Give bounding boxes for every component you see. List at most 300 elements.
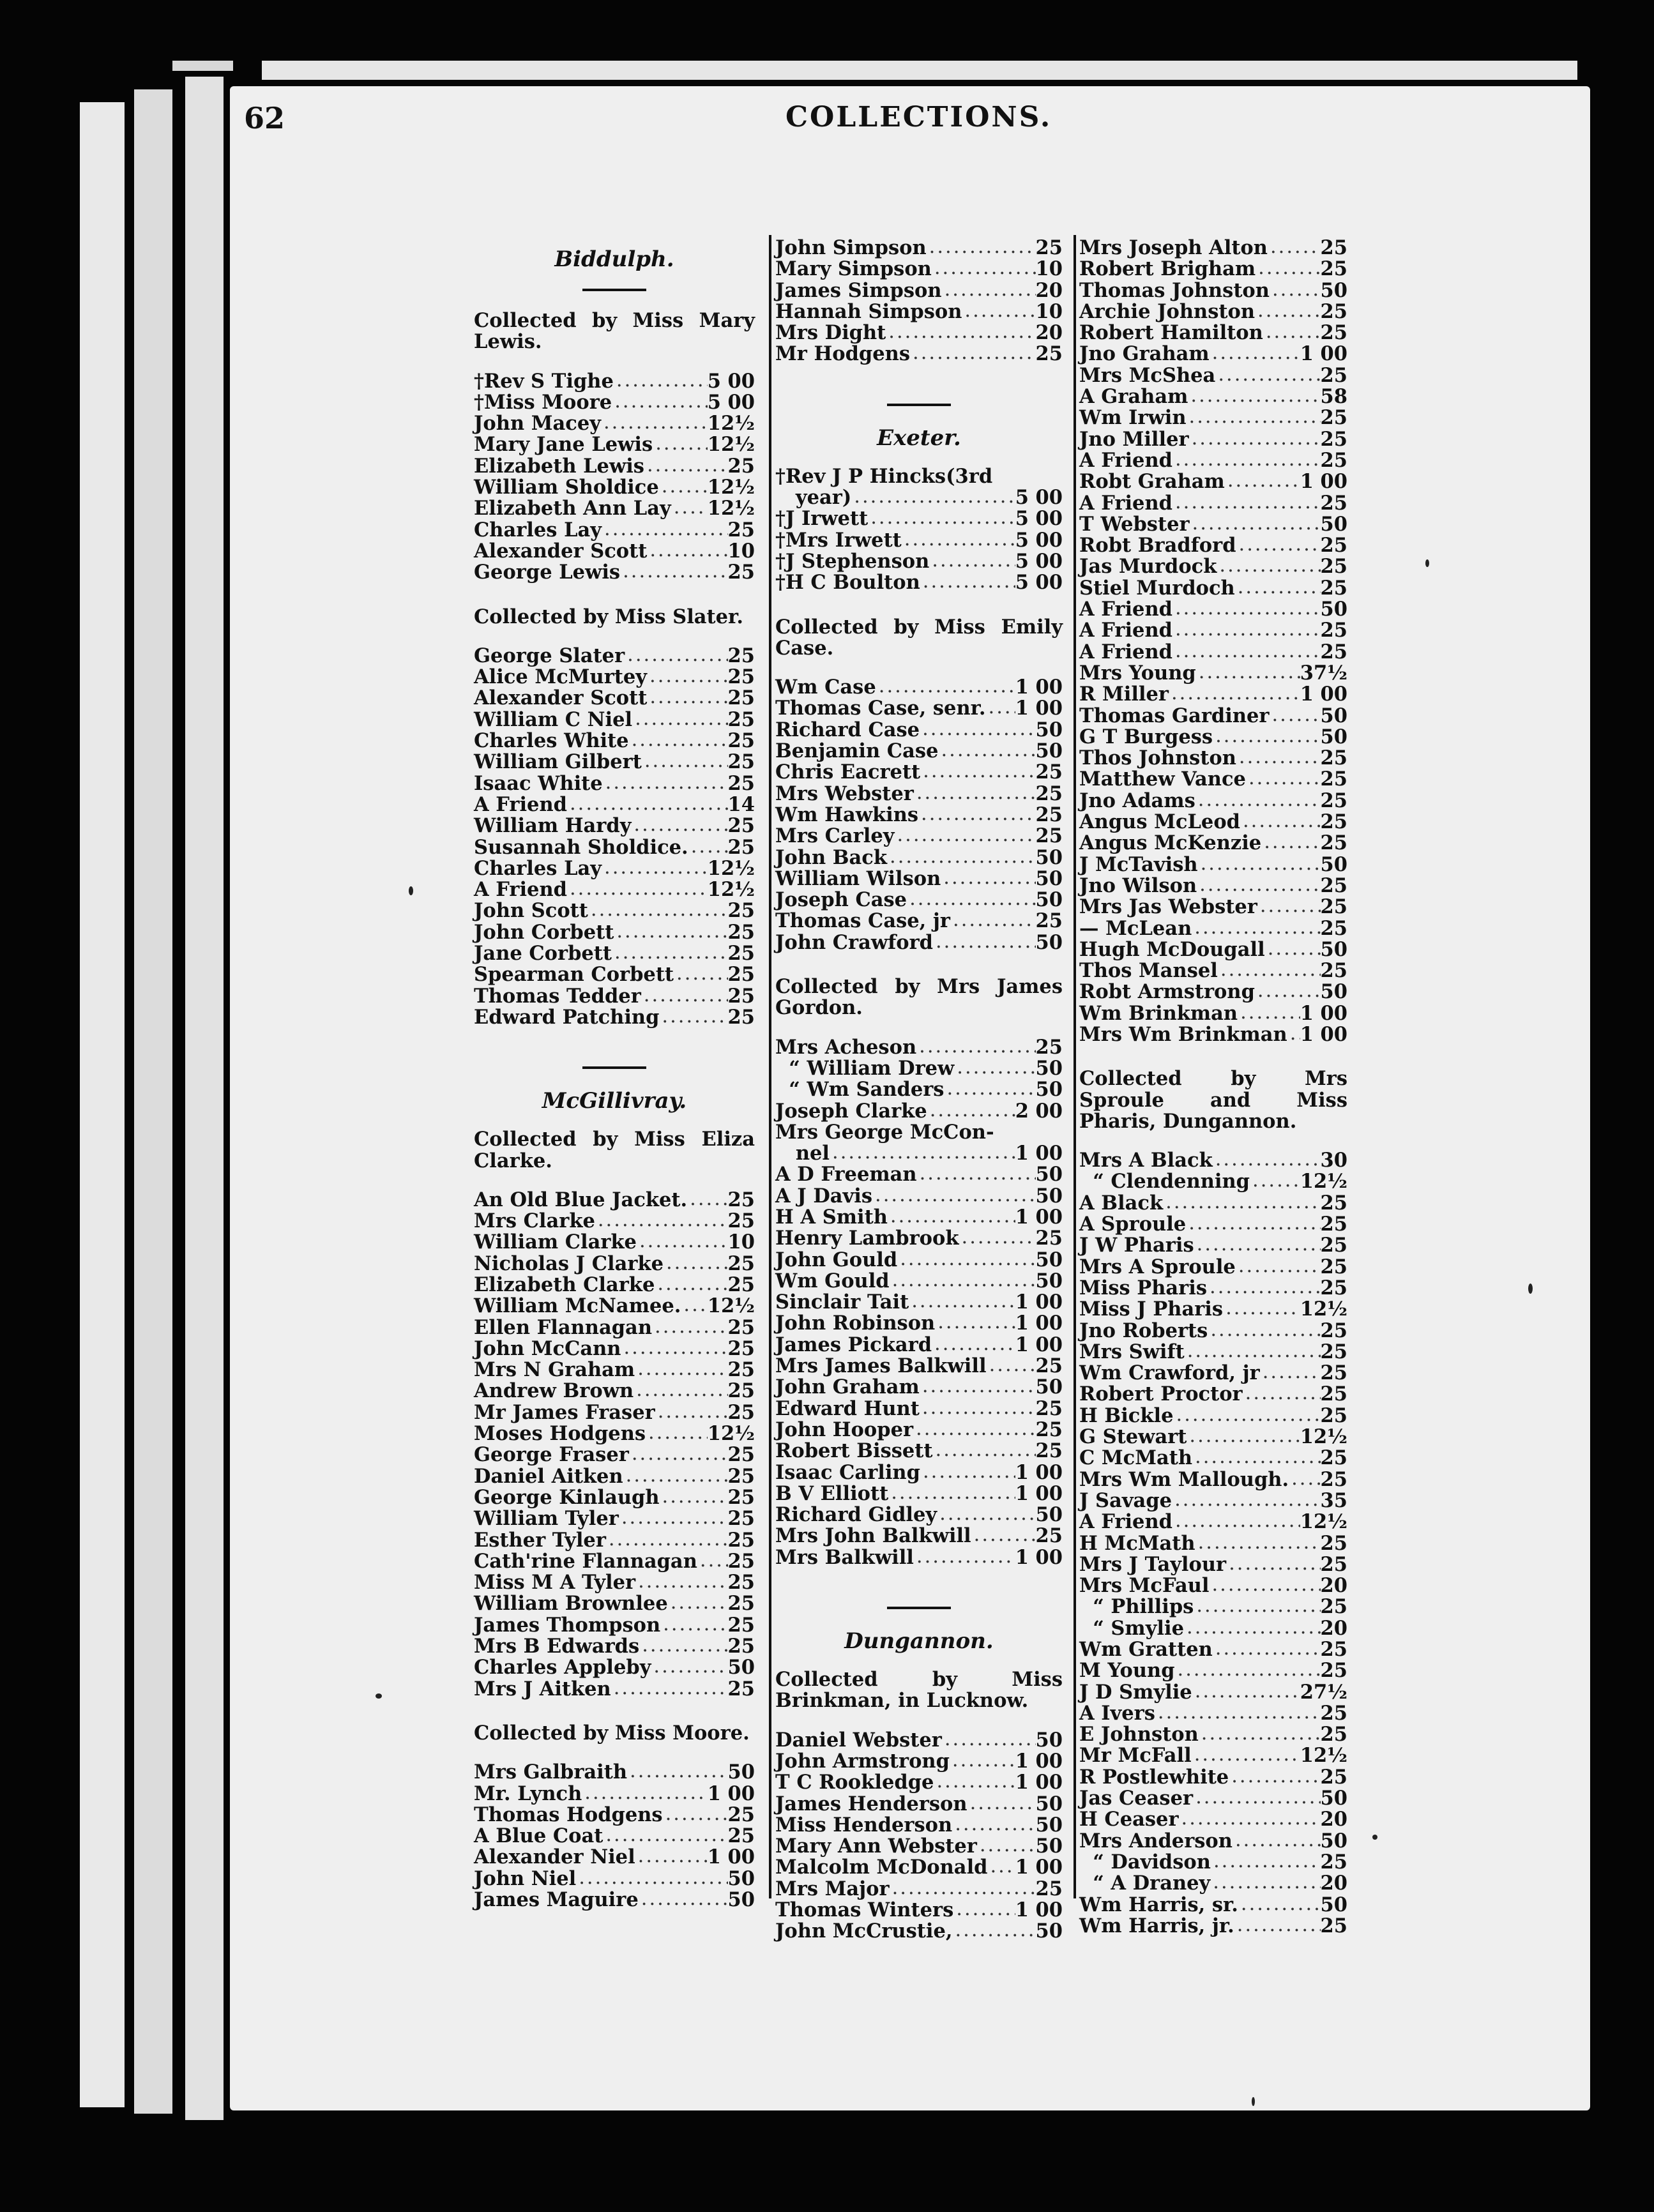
amount: 25 bbox=[1035, 824, 1063, 848]
list-item bbox=[775, 1079, 1063, 1100]
leader-dots bbox=[1172, 1490, 1320, 1511]
donor-name: Robt Graham bbox=[1079, 470, 1225, 494]
amount: 25 bbox=[727, 1443, 755, 1467]
entry-list bbox=[474, 646, 755, 1028]
donor-name: Mrs B Edwards bbox=[474, 1635, 640, 1658]
leader-dots bbox=[1210, 344, 1300, 365]
amount: 20 bbox=[1320, 1808, 1347, 1831]
leader-dots bbox=[920, 1398, 1036, 1420]
list-item bbox=[1079, 1852, 1347, 1873]
donor-name: Mr James Fraser bbox=[474, 1400, 655, 1424]
amount: 50 bbox=[1320, 937, 1347, 961]
leader-dots bbox=[1263, 322, 1321, 344]
donor-name: William Sholdice bbox=[474, 476, 659, 499]
donor-name: Mrs J Taylour bbox=[1079, 1552, 1227, 1576]
amount: 50 bbox=[1320, 980, 1347, 1004]
list-item bbox=[1079, 1024, 1347, 1045]
list-item bbox=[474, 667, 755, 688]
leader-dots bbox=[932, 1335, 1015, 1356]
list-item bbox=[775, 1420, 1063, 1441]
donor-name: Joseph Clarke bbox=[775, 1099, 927, 1123]
amount: 50 bbox=[1035, 1728, 1063, 1752]
donor-name: John Back bbox=[775, 845, 887, 869]
donor-name: Wm Hawkins bbox=[775, 803, 919, 826]
donor-name: Robert Brigham bbox=[1079, 257, 1256, 281]
section-gap bbox=[1079, 1937, 1347, 1958]
amount: 20 bbox=[1035, 321, 1063, 345]
scan-speck bbox=[1528, 1284, 1533, 1294]
amount: 1 00 bbox=[1015, 1142, 1063, 1165]
amount: 25 bbox=[1320, 1552, 1347, 1576]
leader-dots bbox=[959, 1228, 1036, 1249]
amount: 5 00 bbox=[1015, 528, 1063, 552]
amount: 35 bbox=[1320, 1489, 1347, 1512]
leader-dots bbox=[619, 1508, 728, 1529]
amount: 25 bbox=[1320, 640, 1347, 663]
list-item bbox=[1079, 1003, 1347, 1024]
list-item bbox=[474, 1890, 755, 1911]
list-item bbox=[775, 1504, 1063, 1526]
amount: 1 00 bbox=[1015, 1749, 1063, 1773]
list-item bbox=[474, 371, 755, 392]
leader-dots bbox=[674, 964, 728, 985]
donor-name: Thos Mansel bbox=[1079, 959, 1218, 983]
donor-name: B V Elliott bbox=[775, 1481, 889, 1505]
leader-dots bbox=[1213, 1150, 1321, 1171]
amount: 25 bbox=[727, 686, 755, 710]
list-item bbox=[474, 1360, 755, 1381]
list-item bbox=[474, 837, 755, 858]
amount: 5 00 bbox=[1015, 486, 1063, 510]
background-page-top-strip bbox=[172, 61, 233, 71]
leader-dots bbox=[1187, 1427, 1300, 1448]
donor-name: Thos Johnston bbox=[1079, 746, 1236, 770]
leader-dots bbox=[1172, 599, 1321, 620]
amount: 12½ bbox=[707, 412, 755, 436]
leader-dots bbox=[668, 1593, 728, 1614]
list-item bbox=[775, 1335, 1063, 1356]
leader-dots bbox=[639, 1890, 728, 1911]
leader-dots bbox=[697, 1551, 728, 1572]
amount: 25 bbox=[1035, 1439, 1063, 1463]
list-item bbox=[474, 1381, 755, 1402]
place-heading: McGillivray. bbox=[542, 1088, 687, 1114]
leader-dots bbox=[1261, 833, 1320, 854]
donor-name: T Webster bbox=[1079, 512, 1190, 536]
leader-dots bbox=[971, 1526, 1036, 1547]
amount: 25 bbox=[1320, 299, 1347, 323]
donor-name: A Friend bbox=[1079, 491, 1172, 515]
leader-dots bbox=[1192, 1745, 1300, 1766]
leader-dots bbox=[1184, 1618, 1321, 1639]
list-item bbox=[775, 1207, 1063, 1228]
amount: 25 bbox=[727, 835, 755, 859]
list-item bbox=[775, 1751, 1063, 1772]
list-item bbox=[775, 1186, 1063, 1207]
donor-name: A D Freeman bbox=[775, 1163, 917, 1186]
amount: 25 bbox=[727, 1358, 755, 1382]
leader-dots bbox=[1255, 981, 1321, 1003]
leader-dots bbox=[647, 667, 728, 688]
donor-name: Mrs James Balkwill bbox=[775, 1354, 987, 1378]
leader-dots bbox=[655, 1275, 727, 1296]
leader-dots bbox=[602, 520, 728, 541]
leader-dots bbox=[1289, 1469, 1320, 1490]
donor-name: Mrs Wm Mallough. bbox=[1079, 1467, 1289, 1491]
donor-name: Mrs Joseph Alton bbox=[1079, 236, 1268, 259]
leader-dots bbox=[868, 508, 1015, 529]
amount: 25 bbox=[727, 771, 755, 795]
list-item bbox=[474, 688, 755, 709]
amount: 25 bbox=[1320, 257, 1347, 281]
list-item bbox=[775, 1794, 1063, 1815]
amount: 25 bbox=[1035, 761, 1063, 784]
amount: 50 bbox=[1320, 1787, 1347, 1810]
leader-dots bbox=[914, 1547, 1015, 1568]
donor-name: year) bbox=[775, 486, 852, 510]
amount: 25 bbox=[1320, 746, 1347, 770]
list-item bbox=[775, 698, 1063, 719]
leader-dots bbox=[1195, 1533, 1321, 1554]
donor-name: Charles Lay bbox=[474, 518, 602, 542]
amount: 50 bbox=[1035, 1184, 1063, 1208]
leader-dots bbox=[1193, 1788, 1320, 1809]
list-item bbox=[775, 1164, 1063, 1185]
leader-dots bbox=[1257, 897, 1321, 918]
leader-dots bbox=[918, 805, 1036, 826]
amount: 25 bbox=[1035, 1397, 1063, 1420]
donor-name: Mrs N Graham bbox=[474, 1358, 635, 1382]
donor-name: Edward Patching bbox=[474, 1005, 660, 1029]
donor-name: James Simpson bbox=[775, 278, 942, 302]
list-item bbox=[1079, 429, 1347, 450]
leader-dots bbox=[952, 1921, 1035, 1942]
leader-dots bbox=[1240, 812, 1321, 833]
list-item bbox=[775, 238, 1063, 259]
donor-name: R Postlewhite bbox=[1079, 1765, 1229, 1789]
leader-dots bbox=[1192, 1448, 1321, 1469]
amount: 58 bbox=[1320, 385, 1347, 409]
list-item bbox=[1079, 1384, 1347, 1405]
amount: 50 bbox=[1320, 1829, 1347, 1852]
donor-name: “ William Drew bbox=[775, 1056, 955, 1080]
list-item bbox=[1079, 706, 1347, 727]
leader-dots bbox=[688, 837, 728, 858]
list-item bbox=[474, 1826, 755, 1847]
list-item bbox=[474, 1530, 755, 1551]
donor-name: Robt Bradford bbox=[1079, 534, 1236, 557]
list-item bbox=[1079, 1511, 1347, 1533]
list-item bbox=[1079, 365, 1347, 386]
amount: 10 bbox=[727, 1231, 755, 1254]
amount: 25 bbox=[1320, 1595, 1347, 1619]
leader-dots bbox=[1256, 259, 1320, 280]
donor-name: Wm Gratten bbox=[1079, 1638, 1213, 1661]
list-item bbox=[1079, 1575, 1347, 1596]
donor-name: John Corbett bbox=[474, 920, 614, 944]
list-item bbox=[474, 1657, 755, 1678]
amount: 25 bbox=[727, 814, 755, 838]
donor-name: Thomas Hodgens bbox=[474, 1803, 663, 1826]
donor-name: Mrs Clarke bbox=[474, 1209, 595, 1233]
amount: 25 bbox=[727, 454, 755, 478]
donor-name: H McMath bbox=[1079, 1531, 1195, 1555]
leader-dots bbox=[927, 1101, 1015, 1122]
amount: 25 bbox=[1320, 959, 1347, 983]
leader-dots bbox=[1269, 706, 1320, 727]
donor-name: — McLean bbox=[1079, 916, 1192, 940]
column-3 bbox=[1079, 238, 1347, 1958]
leader-dots bbox=[1215, 365, 1320, 386]
list-item bbox=[1079, 1405, 1347, 1427]
page-number: 62 bbox=[244, 101, 285, 135]
leader-dots bbox=[920, 1462, 1015, 1483]
donor-name: Jno Graham bbox=[1079, 342, 1210, 366]
amount: 25 bbox=[727, 644, 755, 667]
leader-dots bbox=[664, 1254, 728, 1275]
amount: 25 bbox=[1035, 1354, 1063, 1378]
scan-speck bbox=[376, 1693, 382, 1699]
list-item bbox=[1079, 1533, 1347, 1554]
donor-name: Mr. Lynch bbox=[474, 1782, 582, 1805]
leader-dots bbox=[647, 541, 727, 562]
amount: 25 bbox=[727, 899, 755, 923]
donor-name: T C Rookledge bbox=[775, 1771, 934, 1794]
list-item bbox=[775, 1526, 1063, 1547]
list-item bbox=[1079, 1427, 1347, 1448]
amount: 1 00 bbox=[1300, 683, 1347, 706]
donor-name: Jno Miller bbox=[1079, 427, 1189, 451]
amount: 25 bbox=[1320, 874, 1347, 897]
leader-dots bbox=[1186, 1214, 1320, 1235]
donor-name: “ A Draney bbox=[1079, 1872, 1211, 1895]
leader-dots bbox=[651, 1657, 727, 1678]
amount: 25 bbox=[1320, 1234, 1347, 1257]
donor-name: Nicholas J Clarke bbox=[474, 1252, 664, 1275]
leader-dots bbox=[627, 1762, 728, 1783]
leader-dots bbox=[629, 1444, 728, 1466]
list-item bbox=[474, 964, 755, 985]
amount: 25 bbox=[1320, 1340, 1347, 1363]
leader-dots bbox=[1194, 1235, 1321, 1256]
donor-name: Alexander Niel bbox=[474, 1845, 635, 1869]
list-item bbox=[1079, 620, 1347, 641]
leader-dots bbox=[920, 720, 1035, 741]
list-item bbox=[474, 1593, 755, 1614]
list-item bbox=[775, 1879, 1063, 1900]
donor-name: A Sproule bbox=[1079, 1213, 1187, 1236]
entry-list bbox=[775, 1730, 1063, 1943]
amount: 12½ bbox=[1300, 1510, 1347, 1534]
amount: 25 bbox=[727, 1613, 755, 1637]
donor-name: A Friend bbox=[474, 792, 567, 816]
entry-list bbox=[775, 677, 1063, 953]
place-heading: Biddulph. bbox=[554, 246, 674, 272]
entry-list bbox=[775, 238, 1063, 365]
donor-name: Mrs Wm Brinkman bbox=[1079, 1022, 1287, 1046]
list-item bbox=[1079, 450, 1347, 471]
amount: 25 bbox=[1320, 1531, 1347, 1555]
donor-name: M Young bbox=[1079, 1659, 1175, 1683]
leader-dots bbox=[588, 900, 728, 921]
donor-name: William McNamee. bbox=[474, 1294, 681, 1318]
leader-dots bbox=[952, 1815, 1035, 1836]
amount: 25 bbox=[1320, 810, 1347, 834]
list-item bbox=[775, 762, 1063, 783]
donor-name: Mrs Major bbox=[775, 1877, 890, 1900]
amount: 25 bbox=[727, 750, 755, 774]
donor-name: Matthew Vance bbox=[1079, 768, 1246, 791]
list-item bbox=[474, 1317, 755, 1338]
list-item bbox=[1079, 769, 1347, 790]
leader-dots bbox=[1217, 556, 1320, 577]
amount: 25 bbox=[1320, 1659, 1347, 1683]
list-item bbox=[474, 815, 755, 837]
list-item bbox=[474, 1868, 755, 1890]
list-item bbox=[474, 1007, 755, 1028]
leader-dots bbox=[660, 1615, 727, 1636]
leader-dots bbox=[1208, 1321, 1320, 1342]
donor-name: Mary Jane Lewis bbox=[474, 433, 653, 457]
donor-name: A Blue Coat bbox=[474, 1824, 603, 1848]
amount: 30 bbox=[1320, 1149, 1347, 1172]
leader-dots bbox=[1175, 1660, 1321, 1681]
leader-dots bbox=[1172, 620, 1321, 641]
amount: 25 bbox=[1320, 555, 1347, 579]
amount: 25 bbox=[727, 1635, 755, 1658]
amount: 25 bbox=[727, 1337, 755, 1360]
amount: 1 00 bbox=[1015, 1460, 1063, 1484]
amount: 25 bbox=[1320, 1701, 1347, 1725]
donor-name: Moses Hodgens bbox=[474, 1422, 646, 1446]
leader-dots bbox=[950, 1751, 1015, 1772]
background-page-edge bbox=[80, 102, 125, 2107]
list-item bbox=[1079, 684, 1347, 705]
donor-name: Mrs McShea bbox=[1079, 363, 1216, 387]
amount: 1 00 bbox=[1300, 1022, 1347, 1046]
list-item bbox=[1079, 960, 1347, 981]
amount: 25 bbox=[727, 1188, 755, 1211]
section-rule bbox=[582, 1066, 646, 1069]
amount: 25 bbox=[727, 1549, 755, 1573]
donor-name: Mary Simpson bbox=[775, 257, 932, 281]
amount: 25 bbox=[1320, 895, 1347, 919]
amount: 1 00 bbox=[1015, 1545, 1063, 1569]
leader-dots bbox=[927, 238, 1036, 259]
leader-dots bbox=[917, 1164, 1036, 1185]
list-item bbox=[1079, 1214, 1347, 1235]
list-item bbox=[1079, 1193, 1347, 1214]
donor-name: Elizabeth Clarke bbox=[474, 1273, 655, 1296]
leader-dots bbox=[1287, 1024, 1300, 1045]
donor-name: Wm Crawford, jr bbox=[1079, 1361, 1260, 1385]
donor-name: “ Phillips bbox=[1079, 1595, 1194, 1619]
amount: 25 bbox=[1035, 1227, 1063, 1250]
leader-dots bbox=[653, 434, 708, 455]
leader-dots bbox=[1155, 1703, 1321, 1724]
leader-dots bbox=[1172, 642, 1321, 663]
amount: 12½ bbox=[707, 476, 755, 499]
list-item bbox=[474, 1211, 755, 1232]
amount: 50 bbox=[1035, 1813, 1063, 1837]
leader-dots bbox=[1213, 1639, 1321, 1660]
donor-name: Chris Eacrett bbox=[775, 761, 921, 784]
amount: 1 00 bbox=[1300, 470, 1347, 494]
amount: 12½ bbox=[707, 1294, 755, 1318]
column-1 bbox=[474, 238, 755, 1932]
collector-heading: Collected by Miss Slater. bbox=[474, 605, 743, 628]
leader-dots bbox=[603, 1826, 727, 1847]
amount: 25 bbox=[727, 1209, 755, 1233]
list-item bbox=[1079, 1916, 1347, 1937]
donor-name: Andrew Brown bbox=[474, 1379, 634, 1403]
donor-name: John Scott bbox=[474, 899, 588, 923]
amount: 25 bbox=[727, 1677, 755, 1701]
donor-name: Jane Corbett bbox=[474, 942, 612, 966]
list-item bbox=[775, 1037, 1063, 1058]
amount: 25 bbox=[1035, 236, 1063, 259]
leader-dots bbox=[890, 1271, 1036, 1292]
list-item bbox=[474, 1402, 755, 1423]
leader-dots bbox=[631, 815, 727, 837]
leader-dots bbox=[576, 1868, 727, 1890]
list-item bbox=[775, 487, 1063, 508]
leader-dots bbox=[942, 280, 1036, 301]
list-item bbox=[1079, 1660, 1347, 1681]
leader-dots bbox=[1250, 1171, 1300, 1192]
amount: 20 bbox=[1320, 1616, 1347, 1640]
list-item bbox=[474, 986, 755, 1007]
list-item bbox=[775, 1857, 1063, 1878]
list-item bbox=[1079, 280, 1347, 301]
donor-name: Thomas Johnston bbox=[1079, 278, 1270, 302]
leader-dots bbox=[1238, 1003, 1300, 1024]
list-item bbox=[474, 413, 755, 434]
leader-dots bbox=[659, 1007, 727, 1028]
amount: 25 bbox=[727, 1315, 755, 1339]
leader-dots bbox=[620, 562, 727, 583]
donor-name: Mary Ann Webster bbox=[775, 1835, 977, 1858]
section-gap bbox=[474, 1028, 755, 1050]
list-item bbox=[1079, 833, 1347, 854]
leader-dots bbox=[1172, 493, 1321, 514]
donor-name: Malcolm McDonald bbox=[775, 1856, 988, 1879]
list-item bbox=[1079, 1873, 1347, 1894]
leader-dots bbox=[1172, 450, 1321, 471]
list-item bbox=[775, 280, 1063, 301]
list-item bbox=[474, 1615, 755, 1636]
leader-dots bbox=[595, 1211, 728, 1232]
donor-name: A Friend bbox=[1079, 448, 1172, 472]
leader-dots bbox=[1236, 535, 1321, 556]
amount: 25 bbox=[727, 1507, 755, 1531]
amount: 25 bbox=[1035, 909, 1063, 933]
column-divider bbox=[769, 235, 771, 1898]
donor-name: J McTavish bbox=[1079, 852, 1198, 876]
list-item bbox=[474, 498, 755, 519]
entry-list bbox=[775, 1037, 1063, 1568]
leader-dots bbox=[1194, 1596, 1320, 1617]
donor-name: nel bbox=[775, 1142, 830, 1165]
donor-name: Charles Appleby bbox=[474, 1656, 651, 1679]
donor-name: William Wilson bbox=[775, 867, 941, 890]
leader-dots bbox=[933, 932, 1036, 953]
donor-name: John Gould bbox=[775, 1248, 898, 1271]
amount: 1 00 bbox=[1015, 1771, 1063, 1794]
donor-name: Mrs Webster bbox=[775, 782, 914, 805]
amount: 25 bbox=[727, 920, 755, 944]
leader-dots bbox=[567, 879, 708, 900]
